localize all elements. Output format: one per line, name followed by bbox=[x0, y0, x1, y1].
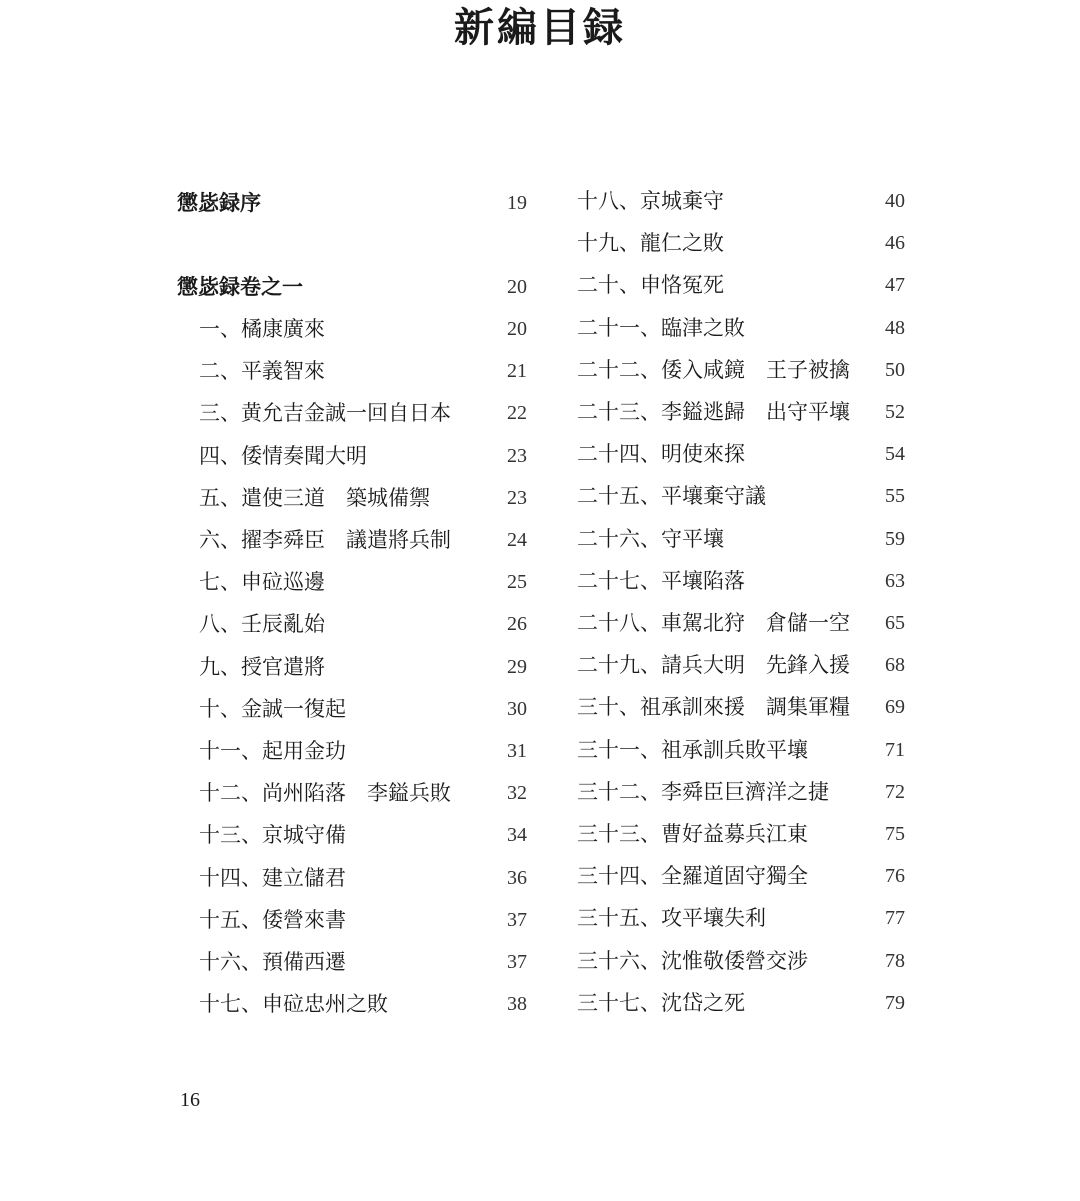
toc-entry-title: 三十四、全羅道固守獨全 bbox=[577, 864, 808, 889]
toc-entry-page: 22 bbox=[507, 402, 527, 425]
toc-entry-page: 76 bbox=[885, 865, 905, 888]
toc-entry-page: 24 bbox=[507, 529, 527, 551]
toc-entry-title: 六、擢李舜臣 議遣將兵制 bbox=[199, 528, 451, 552]
toc-entry-title: 三、黄允吉金誠一回自日本 bbox=[199, 401, 451, 426]
toc-entry-page: 30 bbox=[507, 697, 527, 720]
toc-entry-page: 37 bbox=[507, 908, 527, 931]
toc-entry-title: 十一、起用金玏 bbox=[199, 739, 346, 763]
toc-entry-title: 四、倭情奏聞大明 bbox=[199, 443, 367, 468]
toc-entry-title: 二十六、守平壤 bbox=[577, 526, 724, 551]
toc-entry-page: 78 bbox=[885, 949, 905, 972]
toc-entry-page: 79 bbox=[885, 991, 905, 1014]
toc-entry-page: 19 bbox=[507, 192, 527, 214]
toc-entry-page: 72 bbox=[885, 780, 905, 803]
toc-entry bbox=[577, 652, 905, 678]
toc-entry-title: 三十五、攻平壤失利 bbox=[577, 906, 766, 931]
toc-entry-title: 十三、京城守備 bbox=[199, 823, 346, 848]
toc-entry-title: 三十三、曹好益募兵江東 bbox=[577, 822, 808, 846]
toc-entry-title: 三十、祖承訓來援 調集軍糧 bbox=[577, 695, 850, 720]
toc-entry-page: 38 bbox=[507, 993, 527, 1016]
toc-entry-page: 65 bbox=[885, 612, 905, 634]
toc-entry-page: 59 bbox=[885, 527, 905, 550]
toc-entry-title: 二十三、李鎰逃歸 出守平壤 bbox=[577, 400, 850, 424]
toc-entry bbox=[577, 568, 905, 594]
toc-entry-page: 31 bbox=[507, 740, 527, 762]
toc-entry-title: 二、平義智來 bbox=[199, 359, 325, 384]
toc-entry-title: 三十一、祖承訓兵敗平壤 bbox=[577, 737, 808, 762]
toc-entry-title: 二十八、車駕北狩 倉儲一空 bbox=[577, 611, 850, 635]
toc-entry-page: 34 bbox=[507, 824, 527, 847]
toc-entry-page: 26 bbox=[507, 613, 527, 636]
toc-entry-page: 23 bbox=[507, 486, 527, 509]
toc-entry-page: 71 bbox=[885, 738, 905, 761]
toc-entry-page: 63 bbox=[885, 569, 905, 592]
toc-entry-title: 二十七、平壤陷落 bbox=[577, 568, 745, 593]
toc-entry-page: 54 bbox=[885, 443, 905, 466]
toc-entry-title: 十二、尚州陷落 李鎰兵敗 bbox=[199, 781, 451, 806]
toc-entry-title: 二十四、明使來探 bbox=[577, 442, 745, 467]
toc-entry bbox=[577, 694, 905, 720]
toc-entry-page: 25 bbox=[507, 571, 527, 594]
toc-entry-title: 三十二、李舜臣巨濟洋之捷 bbox=[577, 779, 829, 804]
page-title: 新編目録 bbox=[454, 5, 626, 51]
toc-entry-title: 十八、京城棄守 bbox=[577, 189, 724, 213]
toc-entry bbox=[577, 610, 905, 636]
toc-entry bbox=[577, 737, 905, 763]
toc-entry bbox=[577, 863, 905, 889]
toc-entry-page: 32 bbox=[507, 782, 527, 805]
toc-entry bbox=[577, 272, 905, 298]
toc-entry-title: 十七、申砬忠州之敗 bbox=[199, 992, 388, 1017]
toc-entry-page: 40 bbox=[885, 190, 905, 212]
page-number: 16 bbox=[180, 1089, 200, 1111]
toc-entry-page: 20 bbox=[507, 276, 527, 298]
toc-entry bbox=[577, 905, 905, 931]
toc-entry-title: 一、橘康廣來 bbox=[199, 317, 325, 341]
toc-entry-page: 21 bbox=[507, 360, 527, 383]
toc-entry bbox=[577, 357, 905, 383]
toc-entry-title: 三十七、沈岱之死 bbox=[577, 990, 745, 1015]
toc-entry-title: 十、金誠一復起 bbox=[199, 696, 346, 721]
toc-entry-title: 二十二、倭入咸鏡 王子被擒 bbox=[577, 357, 850, 382]
toc-entry bbox=[577, 230, 905, 256]
toc-entry-title: 十四、建立儲君 bbox=[199, 865, 346, 890]
toc-entry-title: 二十、申恪冤死 bbox=[577, 273, 724, 298]
toc-entry-title: 十九、龍仁之敗 bbox=[577, 231, 724, 256]
toc-entry-page: 29 bbox=[507, 655, 527, 678]
toc-entry-page: 20 bbox=[507, 318, 527, 340]
toc-entry bbox=[577, 990, 905, 1016]
toc-entry bbox=[577, 483, 905, 509]
toc-entry-title: 五、遣使三道 築城備禦 bbox=[199, 485, 430, 510]
toc-entry-title: 八、壬辰亂始 bbox=[199, 612, 325, 637]
toc-entry-page: 52 bbox=[885, 401, 905, 423]
toc-entry-page: 37 bbox=[507, 951, 527, 973]
toc-entry-title: 九、授官遣將 bbox=[199, 654, 325, 679]
toc-entry-page: 55 bbox=[885, 485, 905, 508]
toc-entry bbox=[577, 821, 905, 847]
toc-entry-title: 二十五、平壤棄守議 bbox=[577, 484, 766, 509]
toc-entry bbox=[577, 779, 905, 805]
toc-entry bbox=[577, 526, 905, 552]
toc-entry-page: 23 bbox=[507, 444, 527, 467]
toc-entry-page: 50 bbox=[885, 358, 905, 381]
toc-entry-title: 七、申砬巡邊 bbox=[199, 570, 325, 595]
toc-entry bbox=[577, 948, 905, 974]
toc-entry bbox=[577, 399, 905, 425]
toc-entry bbox=[577, 188, 905, 214]
toc-entry-title: 懲毖録卷之一 bbox=[177, 274, 303, 299]
toc-entry-title: 十六、預備西遷 bbox=[199, 950, 346, 974]
toc-entry-page: 47 bbox=[885, 274, 905, 297]
toc-entry-title: 十五、倭營來書 bbox=[199, 907, 346, 932]
toc-entry-page: 46 bbox=[885, 232, 905, 255]
toc-entry-title: 二十一、臨津之敗 bbox=[577, 315, 745, 340]
toc-entry-title: 二十九、請兵大明 先鋒入援 bbox=[577, 653, 850, 678]
toc-entry-title: 三十六、沈惟敬倭營交涉 bbox=[577, 948, 808, 973]
toc-entry-page: 75 bbox=[885, 823, 905, 845]
toc-entry-page: 68 bbox=[885, 654, 905, 677]
toc-entry-page: 77 bbox=[885, 907, 905, 930]
toc-entry bbox=[577, 441, 905, 467]
toc-entry-page: 36 bbox=[507, 866, 527, 889]
toc-entry-page: 69 bbox=[885, 696, 905, 719]
toc-entry-page: 48 bbox=[885, 316, 905, 339]
toc-entry bbox=[577, 315, 905, 341]
toc-entry-title: 懲毖録序 bbox=[177, 190, 261, 215]
